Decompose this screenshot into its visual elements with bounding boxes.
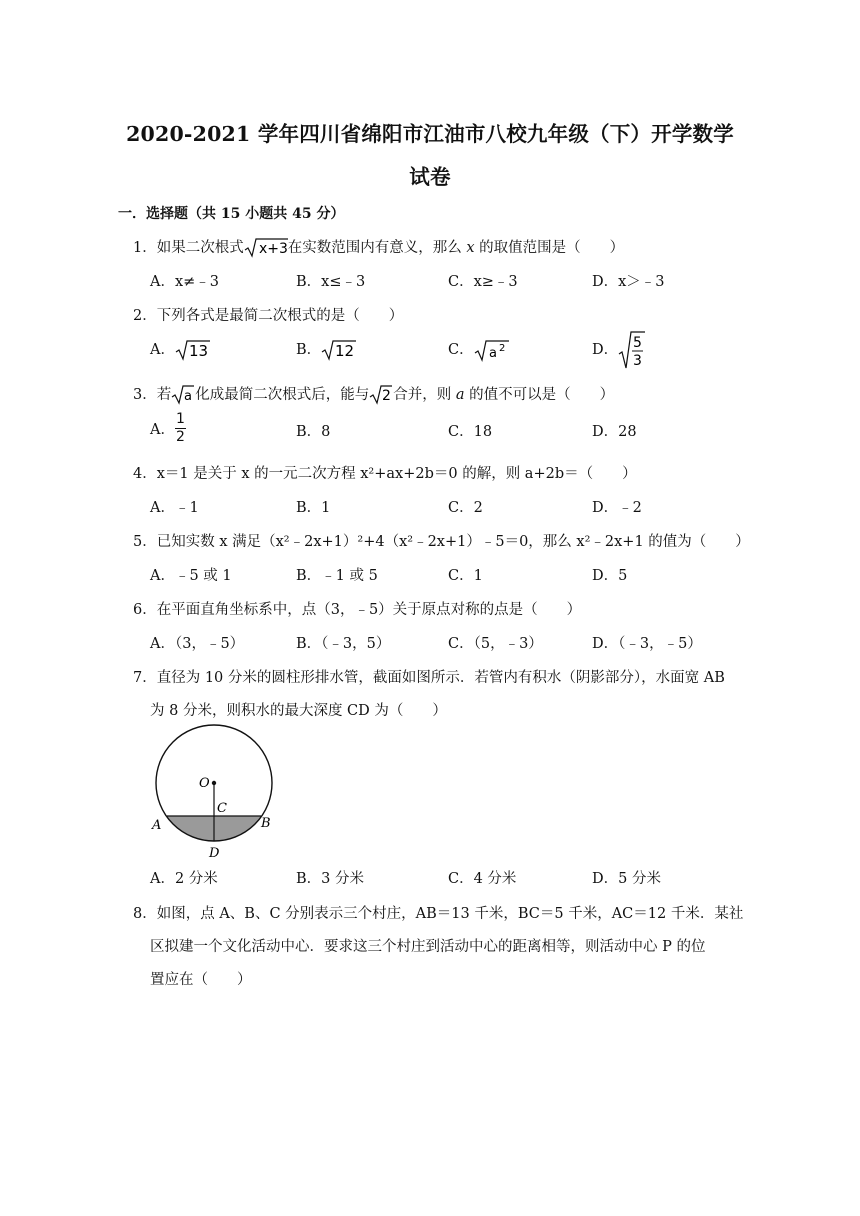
frac-num: 1: [176, 411, 185, 427]
q7-option-a: A．2 分米: [150, 871, 218, 887]
q2-label-b: B．: [296, 342, 322, 358]
radicand-13: 13: [188, 342, 209, 360]
radical-13: [175, 339, 211, 361]
radical-12: [321, 339, 357, 361]
q7-option-d: D．5 分米: [592, 871, 661, 887]
question-5: 5．已知实数 x 满足（x²﹣2x+1）²+4（x²﹣2x+1）﹣5＝0，那么 x²﹣2x+1 的值为（ ）: [133, 534, 750, 550]
q1-option-b: B．x≤﹣3: [296, 274, 366, 290]
radical-a-squared: [474, 338, 510, 362]
q2-option-d: [592, 330, 646, 370]
q3-text-d: 的值不可以是（ ）: [469, 387, 615, 403]
radical-a: [171, 385, 195, 405]
pipe-cross-section-figure: [148, 723, 288, 863]
question-2: 2．下列各式是最简二次根式的是（ ）: [133, 308, 404, 324]
label-d: D: [209, 846, 220, 861]
q3-label-a: A．: [150, 422, 175, 438]
center-point-o: [212, 781, 216, 785]
q4-option-a: A．﹣1: [150, 500, 199, 516]
q3-text-c: 合并，则: [393, 387, 452, 403]
q2-label-d: D．: [592, 342, 619, 358]
frac-den: 2: [176, 429, 185, 445]
q2-label-a: A．: [150, 342, 175, 358]
q4-option-b: B．1: [296, 500, 331, 516]
q3-option-c: C．18: [448, 424, 493, 440]
radical-x-plus-3: [244, 238, 288, 258]
q4-option-d: D．﹣2: [592, 500, 642, 516]
q6-option-a: A．（3，﹣5）: [150, 636, 245, 652]
q6-option-b: B．（﹣3，5）: [296, 636, 391, 652]
label-o: O: [199, 776, 210, 791]
q1-text-c: 的取值范围是（ ）: [479, 240, 625, 256]
q2-option-c: [448, 338, 510, 362]
question-7-line-2: 为 8 分米，则积水的最大深度 CD 为（ ）: [150, 703, 447, 719]
radicand-q3-a: a: [184, 389, 193, 404]
section-heading: 一．选择题（共 15 小题共 45 分）: [118, 206, 345, 222]
q5-option-b: B．﹣1 或 5: [296, 568, 378, 584]
q5-option-a: A．﹣5 或 1: [150, 568, 232, 584]
question-4: 4．x＝1 是关于 x 的一元二次方程 x²+ax+2b＝0 的解，则 a+2b＝（ ）: [133, 466, 637, 482]
q6-option-c: C．（5，﹣3）: [448, 636, 543, 652]
q6-option-d: D．（﹣3，﹣5）: [592, 636, 702, 652]
radicand-3: 3: [633, 353, 643, 369]
q3-option-b: B．8: [296, 424, 331, 440]
exponent-2: 2: [498, 343, 505, 354]
radicand-5: 5: [633, 335, 643, 351]
q2-option-b: [296, 338, 357, 361]
q2-option-a: [150, 338, 211, 361]
q1-option-d: D．x＞﹣3: [592, 274, 665, 290]
question-8-line-2: 区拟建一个文化活动中心．要求这三个村庄到活动中心的距离相等，则活动中心 P 的位: [150, 939, 706, 955]
q3-option-a: [150, 412, 186, 445]
label-c: C: [217, 801, 227, 816]
radicand-q3-2: 2: [382, 388, 392, 404]
label-a: A: [152, 818, 162, 833]
label-b: B: [261, 816, 271, 831]
radical-5-over-3: [618, 330, 646, 370]
question-8-line-1: 8．如图，点 A、B、C 分别表示三个村庄，AB＝13 千米，BC＝5 千米，AC＝12 千米．某社: [133, 906, 744, 922]
q1-text-b: 在实数范围内有意义，那么: [287, 240, 462, 256]
q5-option-c: C．1: [448, 568, 483, 584]
q5-option-d: D．5: [592, 568, 628, 584]
radicand-q1: x+3: [258, 241, 288, 257]
q1-text-a: 1．如果二次根式: [133, 240, 244, 256]
q3-text-b: 化成最简二次根式后，能与: [195, 387, 370, 403]
fraction-one-half: [175, 412, 186, 445]
question-7-line-1: 7．直径为 10 分米的圆柱形排水管，截面如图所示．若管内有积水（阴影部分），水面宽 AB: [133, 670, 725, 686]
q3-var: a: [455, 387, 465, 403]
page-title: 2020-2021 学年四川省绵阳市江油市八校九年级（下）开学数学: [126, 122, 734, 146]
q3-option-d: D．28: [592, 424, 637, 440]
q3-text-a: 3．若: [133, 387, 172, 403]
q7-option-b: B．3 分米: [296, 871, 364, 887]
radicand-a: a: [488, 346, 497, 361]
page-title-continued: 试卷: [409, 165, 451, 189]
question-1: [133, 236, 624, 258]
q1-var: x: [466, 240, 475, 256]
radical-2: [369, 385, 393, 405]
question-8-line-3: 置应在（ ）: [150, 972, 252, 988]
q7-option-c: C．4 分米: [448, 871, 517, 887]
radicand-12: 12: [335, 342, 355, 360]
q2-label-c: C．: [448, 342, 474, 358]
q4-option-c: C．2: [448, 500, 483, 516]
question-6: 6．在平面直角坐标系中，点（3，﹣5）关于原点对称的点是（ ）: [133, 602, 582, 618]
question-3: [133, 383, 614, 405]
q1-option-a: A．x≠﹣3: [150, 274, 220, 290]
q1-option-c: C．x≥﹣3: [448, 274, 518, 290]
